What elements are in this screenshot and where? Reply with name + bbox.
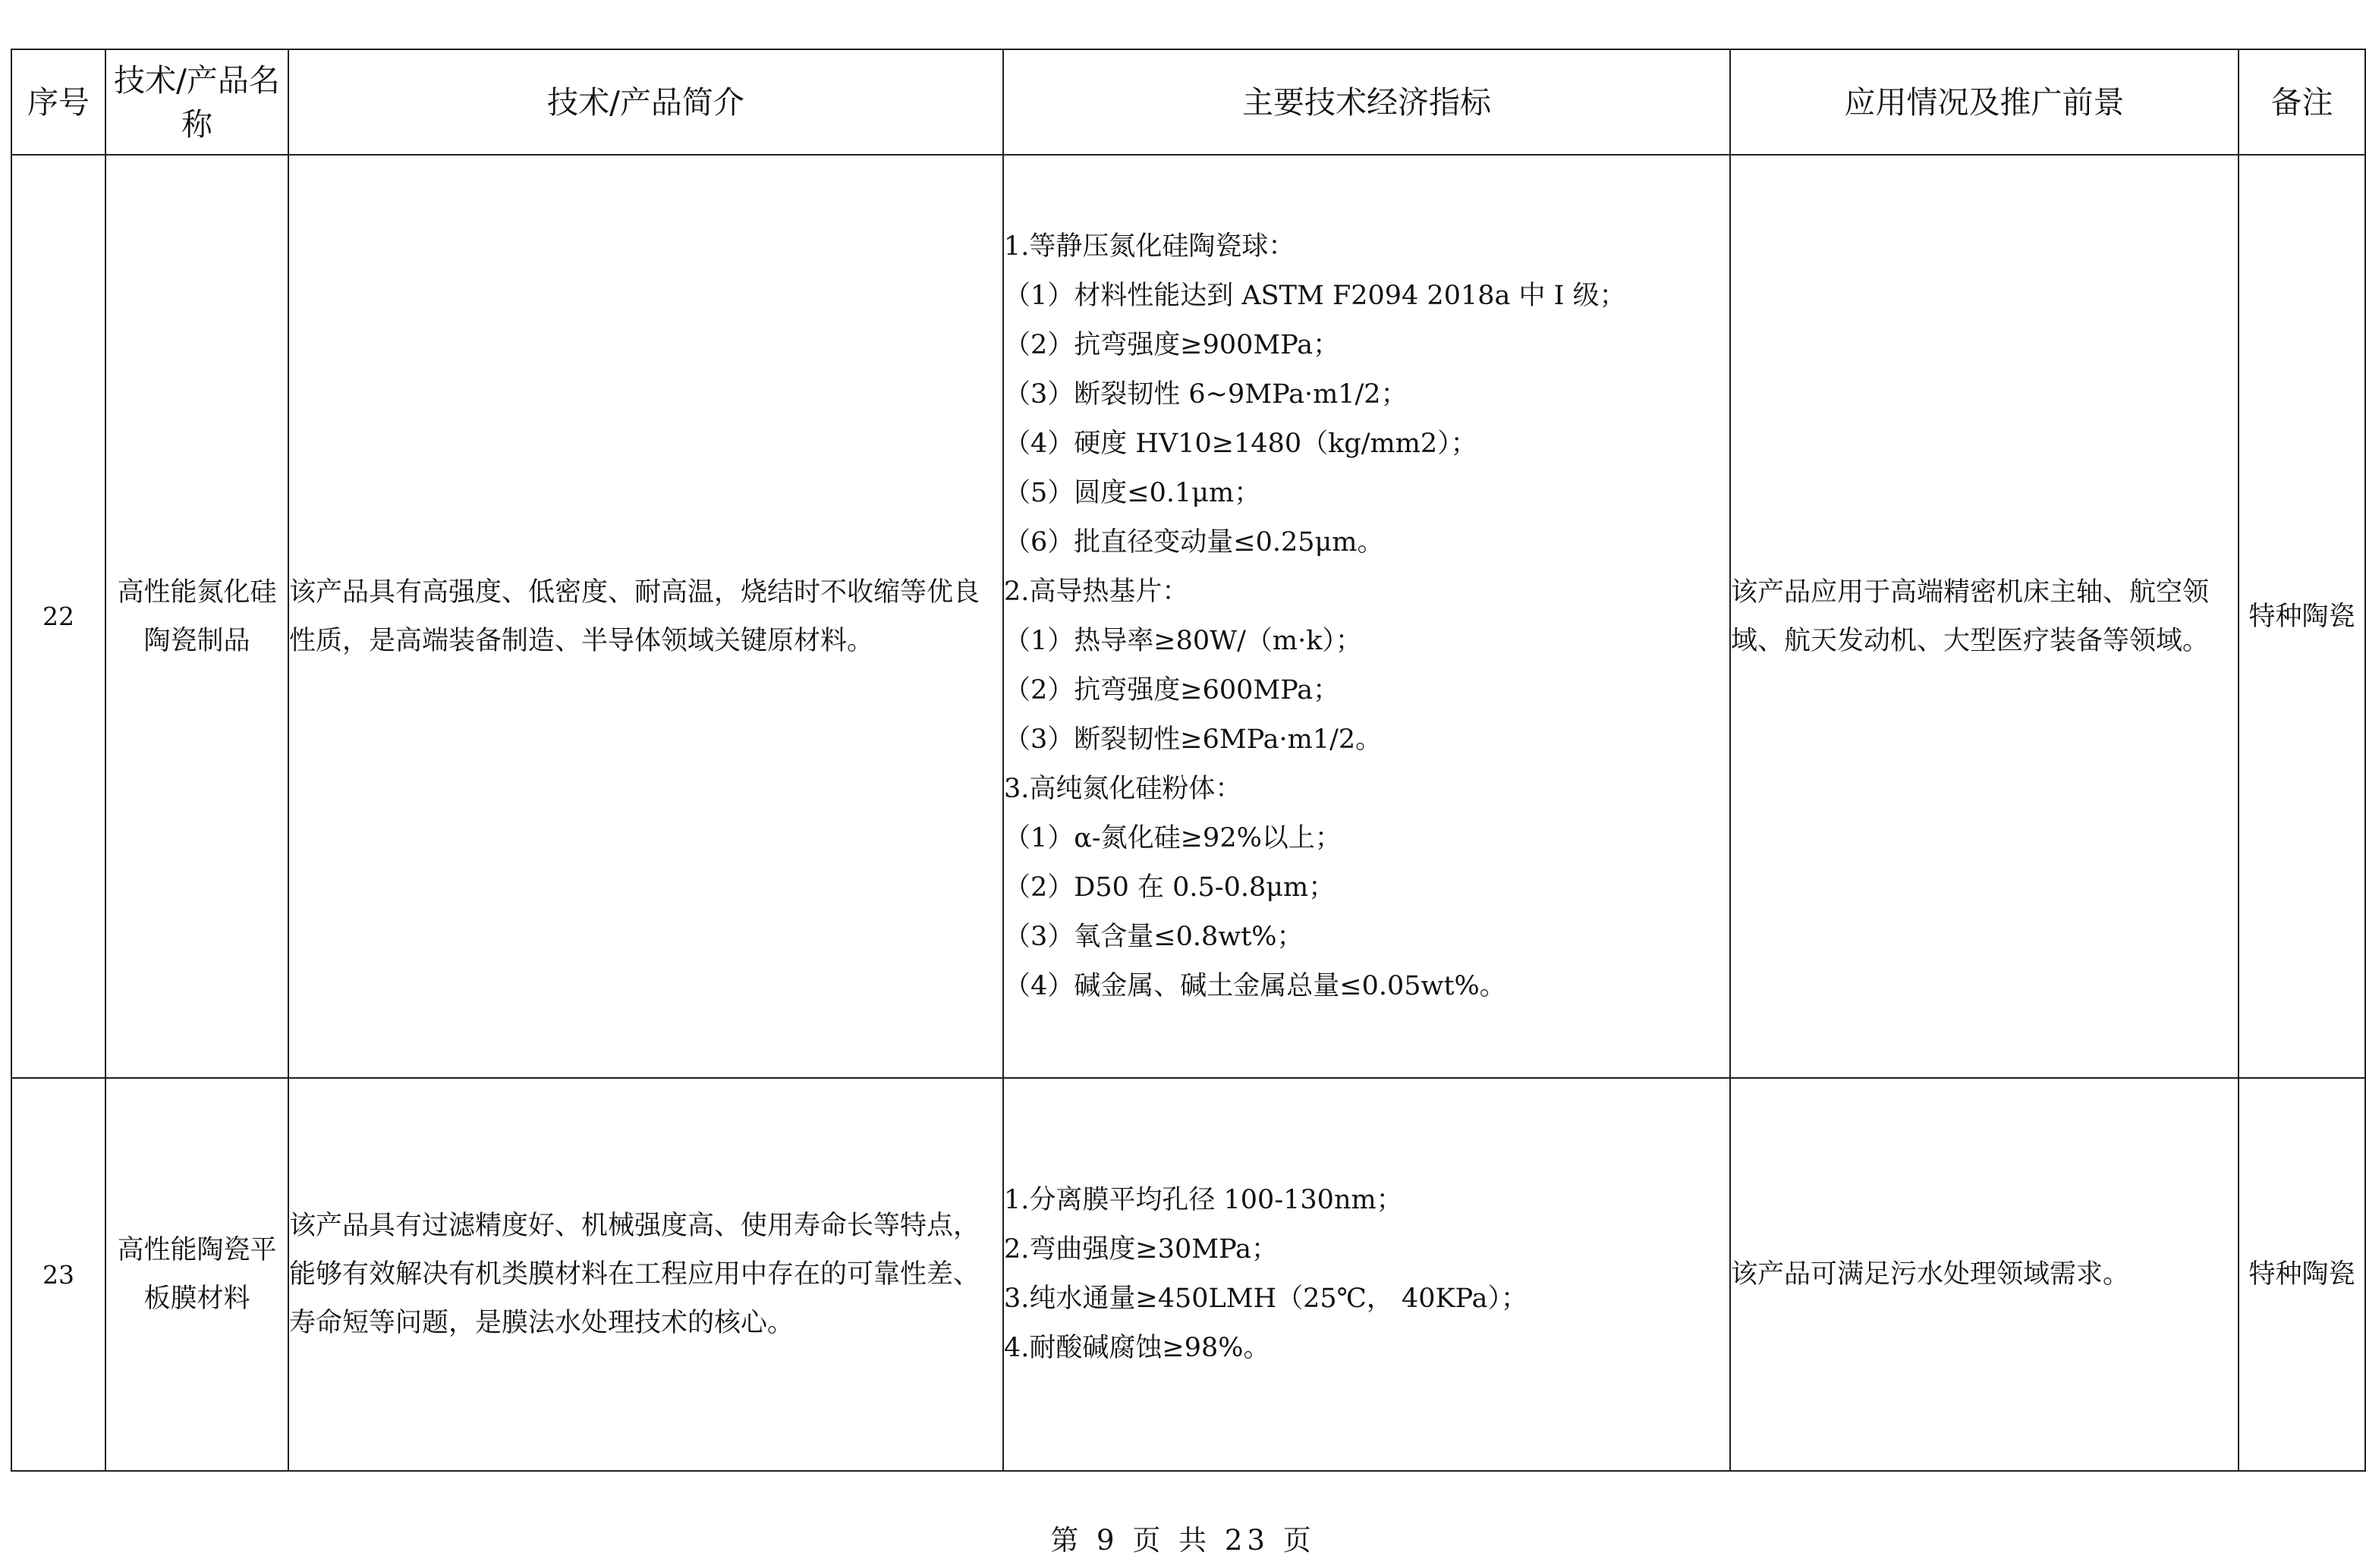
table-header-row [11, 49, 2365, 155]
spec-line: 4.耐酸碱腐蚀≥98%。 [1004, 1333, 1270, 1363]
spec-line: （1）α-氮化硅≥92%以上； [1004, 822, 1342, 853]
product-intro: 该产品具有过滤精度好、机械强度高、使用寿命长等特点，能够有效解决有机类膜材料在工程应用中存在的可靠性差、寿命短等问题，是膜法水处理技术的核心。 [288, 1078, 1003, 1471]
spec-line: （2）抗弯强度≥900MPa； [1004, 329, 1340, 360]
product-name: 高性能陶瓷平板膜材料 [105, 1078, 288, 1471]
remark: 特种陶瓷 [2239, 1078, 2365, 1471]
product-name: 高性能氮化硅陶瓷制品 [105, 155, 288, 1078]
spec-line: 3.高纯氮化硅粉体： [1004, 773, 1242, 804]
header-no: 序号 [11, 49, 105, 155]
spec-line: （3）断裂韧性≥6MPa·m1/2。 [1004, 724, 1383, 755]
table-row [11, 155, 2365, 1078]
spec-line: （5）圆度≤0.1μm； [1004, 477, 1261, 508]
spec-line: （2）D50 在 0.5-0.8μm； [1004, 872, 1336, 903]
header-remark: 备注 [2239, 49, 2365, 155]
spec-line: （2）抗弯强度≥600MPa； [1004, 674, 1340, 705]
table-row [11, 1078, 2365, 1471]
application-prospects: 该产品可满足污水处理领域需求。 [1730, 1078, 2239, 1471]
header-name: 技术/产品名称 [105, 49, 288, 155]
spec-list [1003, 1078, 1730, 1471]
product-catalog-table [11, 49, 2366, 1472]
application-prospects: 该产品应用于高端精密机床主轴、航空领域、航天发动机、大型医疗装备等领域。 [1730, 155, 2239, 1078]
product-intro: 该产品具有高强度、低密度、耐高温，烧结时不收缩等优良性质，是高端装备制造、半导体领域关键原材料。 [288, 155, 1003, 1078]
header-application: 应用情况及推广前景 [1730, 49, 2239, 155]
spec-line: （3）氧含量≤0.8wt%； [1004, 921, 1304, 952]
header-specs: 主要技术经济指标 [1003, 49, 1730, 155]
header-intro: 技术/产品简介 [288, 49, 1003, 155]
spec-line: （4）硬度 HV10≥1480（kg/mm2）； [1004, 428, 1477, 459]
spec-line: （1）材料性能达到 ASTM F2094 2018a 中 I 级； [1004, 280, 1626, 311]
spec-line: （4）碱金属、碱土金属总量≤0.05wt%。 [1004, 970, 1506, 1001]
spec-line: 2.弯曲强度≥30MPa； [1004, 1234, 1278, 1265]
spec-line: 1.等静压氮化硅陶瓷球： [1004, 231, 1295, 262]
spec-line: 3.纯水通量≥450LMH（25℃， 40KPa）； [1004, 1284, 1528, 1314]
row-number: 22 [11, 155, 105, 1078]
spec-line: 2.高导热基片： [1004, 576, 1189, 607]
page-number: 第 9 页 共 23 页 [1050, 1524, 1316, 1557]
spec-line: 1.分离膜平均孔径 100-130nm； [1004, 1185, 1403, 1215]
spec-line: （3）断裂韧性 6~9MPa·m1/2； [1004, 379, 1408, 410]
remark: 特种陶瓷 [2239, 155, 2365, 1078]
row-number: 23 [11, 1078, 105, 1471]
spec-line: （6）批直径变动量≤0.25μm。 [1004, 526, 1384, 558]
spec-line: （1）热导率≥80W/（m·k）； [1004, 625, 1362, 656]
spec-list [1003, 155, 1730, 1078]
